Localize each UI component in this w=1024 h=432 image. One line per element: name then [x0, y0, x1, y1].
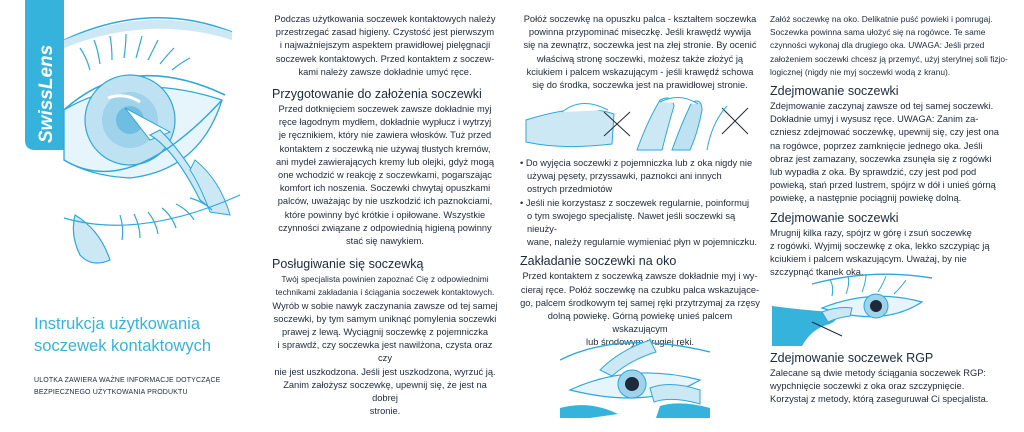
text-line: się do środka, soczewka jest na prawidłowej stronie.: [532, 80, 748, 91]
heading-preparation: Przygotowanie do założenia soczewki: [272, 87, 482, 102]
text-line: o tym swojego specjalistę. Nawet jeśli soczewki są nieuży-: [527, 210, 736, 235]
text-line: soczewek kontaktowych. Przed kontaktem z soczew-: [275, 53, 495, 64]
text-line: lub wypadła z oka. By sprawdzić, czy jest pod pod: [770, 167, 977, 178]
removal-paragraph: [770, 100, 1020, 206]
removal-illustration: [772, 266, 932, 346]
heading-rgp-removal: Zdejmowanie soczewek RGP: [770, 351, 934, 365]
heading-removal-2: Zdejmowanie soczewki: [770, 210, 899, 225]
lens-orientation-illustration: [522, 92, 762, 152]
text-line: stać się nawykiem.: [345, 236, 425, 247]
cover-note-line1: ULOTKA ZAWIERA WAŻNE INFORMACJE DOTYCZĄCE: [34, 377, 221, 384]
text-line: Soczewka powinna sama ułożyć się na rogówce. Te same: [770, 27, 986, 38]
text-line: komfort ich noszenia. Soczewki chwytaj opuszkami: [279, 183, 491, 194]
text-line: założeniem soczewki chcesz ją przemyć, użyj sterylnej soli fizjo-: [770, 53, 1008, 64]
insertion-end-paragraph: [770, 13, 1020, 79]
text-line: używaj pęsety, przyssawki, paznokci ani innych: [527, 171, 722, 182]
lens-check-paragraph: [520, 13, 760, 92]
text-line: przestrzegać zasad higieny. Czystość jest pierwszym: [275, 27, 495, 38]
text-line: powinna przypominać miseczkę. Jeśli krawędź wywija: [528, 27, 752, 38]
panel-3: [520, 13, 760, 92]
text-line: się na zewnątrz, soczewka jest na złej stronie. By ocenić: [523, 40, 757, 51]
text-line: i najważniejszym aspektem prawidłowej pielęgnacji: [279, 40, 491, 51]
text-line: stronie.: [369, 406, 401, 417]
text-line: • Do wyjęcia soczewki z pojemniczka lub z oka nigdy nie: [520, 158, 753, 168]
text-line: czynności związane z odpowiednią higieną powinny: [278, 222, 492, 233]
text-line: Zalecane są dwie metody ściągania soczewek RGP:: [770, 368, 986, 378]
panel-3-lower: [520, 157, 760, 350]
text-line: soczewki, by tym samym uniknąć pomylenia soczewki: [273, 313, 497, 324]
text-line: Zanim założysz soczewkę, upewnij się, że jest na dobrej: [283, 379, 487, 404]
text-line: Przed dotknięciem soczewek zawsze dokładnie myj: [278, 104, 492, 115]
text-line: kciukiem i palcem wskazującym. Uważaj, by nie: [770, 254, 967, 265]
wrong-x-icon: [722, 108, 748, 134]
text-line: Dokładnie umyj i wysusz ręce. UWAGA: Zanim za-: [770, 114, 979, 125]
panel-4-rgp: [770, 351, 1020, 407]
cover-note-line2: BEZPIECZNEGO UŻYTKOWANIA PRODUKTU: [34, 389, 188, 396]
text-line: obraz jest zamazany, soczewka zsunęła się z rogówki: [770, 153, 992, 164]
text-line: prawej z lewą. Wyciągnij soczewkę z pojemniczka: [281, 327, 489, 338]
eye-illustration: [0, 0, 250, 300]
cover-note: [34, 375, 264, 399]
text-line: Przed kontaktem z soczewką zawsze dokładnie myj i wy-: [522, 271, 758, 282]
text-line: wane, należy regularnie wymieniać płyn w pojemniczku.: [527, 237, 757, 248]
text-line: Twój specjalista powinien zapoznać Cię z odpowiednimi: [281, 274, 489, 285]
text-line: kami należy zawsze dokładnie umyć ręce.: [298, 66, 472, 77]
cover-title-line1: Instrukcja użytkowania: [34, 315, 200, 333]
text-line: lub środowym drugiej ręki.: [586, 337, 694, 348]
cover-title-line2: soczewek kontaktowych: [34, 337, 211, 355]
text-line: palców, uważając by nie uszkodzić ich paznokciami,: [277, 196, 493, 207]
text-line: Załóż soczewkę na oko. Delikatnie puść powieki i pomrugaj.: [770, 14, 993, 24]
text-line: ostrych przedmiotów: [527, 184, 613, 195]
handling-paragraph: [258, 273, 498, 418]
text-line: czniesz zdejmować soczewkę, upewnij się, czy jest ona: [770, 127, 999, 138]
text-line: Połóż soczewkę na opuszku palca - kształtem soczewka: [523, 14, 757, 24]
bullets: [520, 157, 760, 249]
text-line: Mrugnij kilka razy, spójrz w górę i zsuń soczewkę: [770, 227, 972, 238]
text-line: je ręcznikiem, który nie zawiera włosków. Tuż przed: [278, 130, 492, 141]
text-line: czynności wykonaj dla drugiego oka. UWAGA: Jeśli przed: [770, 40, 985, 51]
text-line: • Jeśli nie korzystasz z soczewek regularnie, poinformuj: [520, 197, 750, 208]
rgp-paragraph: [770, 367, 1020, 407]
text-line: logicznej (nigdy nie myj soczewki wodą z kranu).: [770, 66, 951, 77]
panel-2: [258, 13, 498, 418]
heading-handling: Posługiwanie się soczewką: [272, 257, 424, 272]
text-line: kciukiem i palcem wskazującym - jeśli krawędź schowa: [526, 66, 754, 77]
text-line: które powinny być krótkie i opiłowane. Wszystkie: [284, 209, 486, 220]
preparation-paragraph: [258, 103, 498, 248]
text-line: Zdejmowanie zaczynaj zawsze od tej samej soczewki.: [770, 101, 994, 112]
text-line: na rogówce, poprzez zamknięcie jednego oka. Jeśli: [770, 140, 983, 151]
heading-removal: Zdejmowanie soczewki: [770, 84, 899, 99]
heading-insertion: Zakładanie soczewki na oko: [520, 254, 677, 269]
text-line: szczypnąć tkanek oka.: [770, 267, 864, 278]
text-line: technikami zakładania i ściągania soczewek kontaktowych.: [275, 287, 495, 298]
insertion-illustration: [560, 330, 710, 418]
text-line: kontaktem z soczewką nie używaj tłustych kremów,: [279, 143, 491, 154]
text-line: i sprawdź, czy soczewka jest nawilżona, czysta oraz czy: [277, 340, 493, 364]
text-line: powiekę, a następnie pociągnij powiekę dolną.: [770, 193, 962, 204]
text-line: wypchnięcie soczewki z oka oraz szczypnięcie.: [770, 381, 965, 392]
text-line: Wyrób w sobie nawyk zaczynania zawsze od tej samej: [272, 300, 498, 311]
text-line: Korzystaj z metody, którą zaseguruwał Ci specjalista.: [770, 394, 989, 405]
text-line: powieką, stań przed lustrem, spójrz w dół i unieś górną: [770, 180, 996, 191]
text-line: Podczas użytkowania soczewek kontaktowych należy: [274, 14, 496, 24]
text-line: go, palcem środkowym tej samej ręki przytrzymaj za rzęsy: [520, 297, 760, 308]
text-line: nie jest uszkodzona. Jeśli jest uszkodzona, wyrzuć ją.: [274, 366, 496, 377]
intro-paragraph: [258, 13, 498, 79]
swisslens-logo: SwissLens: [36, 44, 57, 143]
text-line: ani mydeł zawierających kremy lub olejki, gdyż mogą: [275, 156, 495, 167]
text-line: cieraj ręce. Połóż soczewkę na czubku palca wskazujące-: [520, 284, 760, 295]
text-line: ręce łagodnym mydłem, dokładnie wypłucz i wytrzyj: [278, 117, 492, 128]
text-line: dolną powiekę. Górną powiekę unieś palcem wskazującym: [547, 311, 733, 335]
cover-title: [34, 313, 254, 357]
text-line: właściwą stronę soczewki, możesz także złożyć ją: [536, 53, 744, 64]
panel-4: [770, 13, 1020, 279]
text-line: one wchodzić w reakcję z soczewkami, pogarszając: [278, 170, 492, 181]
text-line: z rogówki. Wyjmij soczewkę z oka, lekko szczypiąc ją: [770, 240, 990, 251]
